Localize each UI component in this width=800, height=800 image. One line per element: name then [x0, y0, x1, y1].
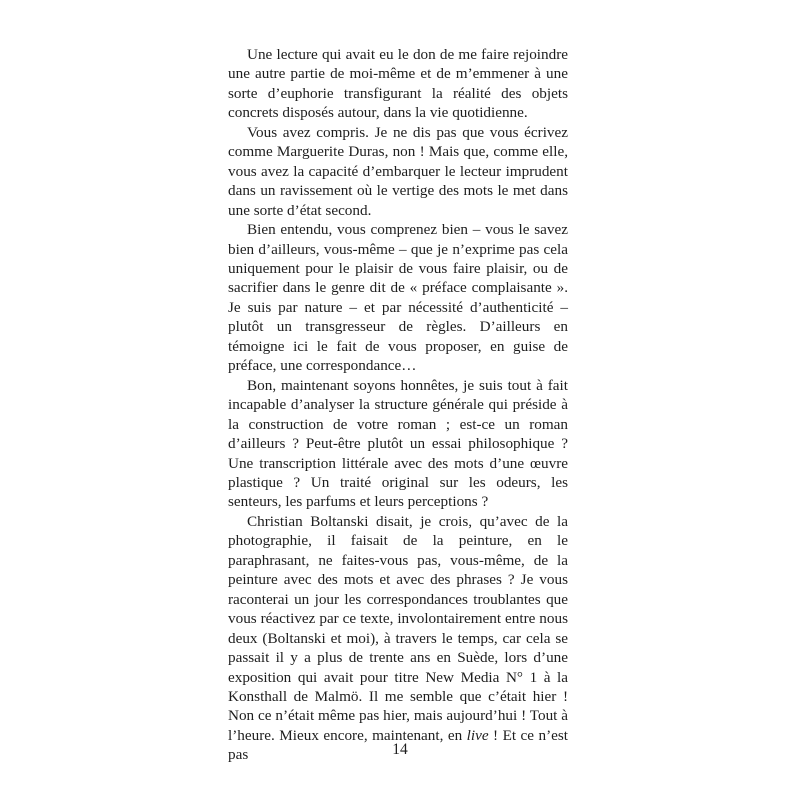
paragraph-text: Christian Boltanski disait, je crois, qu’avec de la photographie, il faisait de la peinture, en le paraphrasant, ne faites-vous pas, vous-même, de la peinture avec des mots et avec des phrases ? Je vous raconterai un jour les correspondances troublantes que vous réactivez par ce texte, involontairement entre nous deux (Boltanski et moi), à travers le temps, car cela se passait il y a plus de trente ans en Suède, lors d’une exposition qui avait pour titre New Media N° 1 à la Konsthall de Malmö. Il me semble que c’était hier ! Non ce n’était même pas hier, mais aujourd’hui ! Tout à l’heure. Mieux encore, maintenant, en [228, 512, 568, 744]
paragraph: Bon, maintenant soyons honnêtes, je suis tout à fait incapable d’analyser la structure générale qui préside à la construction de votre roman ; est-ce un roman d’ailleurs ? Peut-être plutôt un essai philosophique ? Une transcription littérale avec des mots d’une œuvre plastique ? Un traité original sur les odeurs, les senteurs, les parfums et leurs perceptions ? [228, 376, 568, 511]
paragraph: Une lecture qui avait eu le don de me faire rejoindre une autre partie de moi-même et de m’emmener à une sorte d’euphorie transfigurant la réalité des objets concrets disposés autour, dans la vie quotidienne. [228, 46, 568, 122]
paragraph: Bien entendu, vous comprenez bien – vous le savez bien d’ailleurs, vous-même – que je n’exprime pas cela uniquement pour le plaisir de vous faire plaisir, ou de sacrifier dans le genre dit de « préface complaisante ». Je suis par nature – et par nécessité d’authenticité – plutôt un transgresseur de règles. D’ailleurs en témoigne ici le fait de vous proposer, en guise de préface, une correspondance… [228, 221, 568, 375]
paragraph: Vous avez compris. Je ne dis pas que vous écrivez comme Marguerite Duras, non ! Mais que, comme elle, vous avez la capacité d’embarquer le lecteur imprudent dans un ravissement où le vertige des mots le met dans une sorte d’état second. [228, 123, 568, 219]
body-text [228, 45, 568, 765]
italic-word: live [466, 726, 489, 744]
paragraph [228, 512, 568, 765]
paragraph-text-end: ! Et ce n’est pas [228, 726, 568, 764]
page-number: 14 [392, 741, 408, 758]
